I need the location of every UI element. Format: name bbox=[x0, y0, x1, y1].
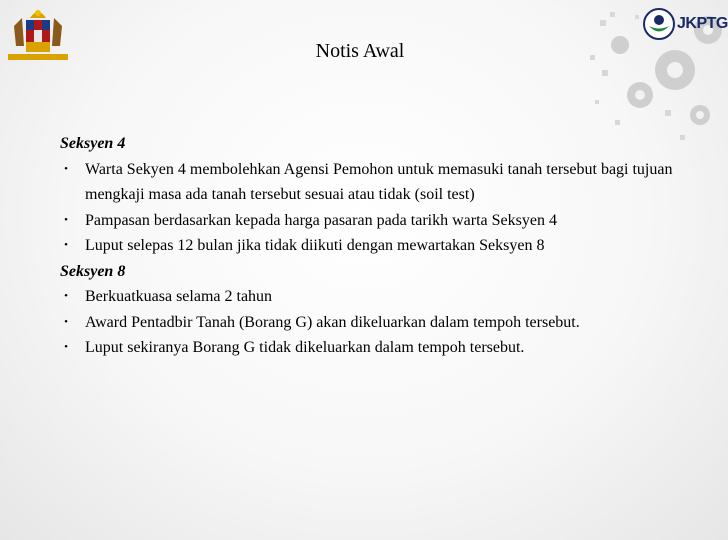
bullet-item bbox=[60, 233, 680, 259]
slide-body bbox=[60, 131, 680, 361]
bullet-item bbox=[60, 284, 680, 310]
bullet-item bbox=[60, 208, 680, 234]
bullet-dot-icon: • bbox=[64, 162, 68, 175]
bullet-text: Award Pentadbir Tanah (Borang G) akan dikeluarkan dalam tempoh tersebut. bbox=[85, 313, 580, 331]
jkptg-logo-text: JKPTG bbox=[677, 15, 728, 32]
bullet-text: Pampasan berdasarkan kepada harga pasaran pada tarikh warta Seksyen 4 bbox=[85, 211, 557, 229]
bullet-item bbox=[60, 335, 680, 361]
bullet-dot-icon: • bbox=[64, 315, 68, 328]
bullet-text: Luput sekiranya Borang G tidak dikeluarkan dalam tempoh tersebut. bbox=[85, 339, 525, 356]
bullet-dot-icon: • bbox=[64, 239, 68, 251]
bullet-dot-icon: • bbox=[64, 290, 68, 302]
bullet-text: Warta Sekyen 4 membolehkan Agensi Pemohon untuk memasuki tanah tersebut bagi tujuan mengkaji masa ada tanah tersebut sesuai atau tidak (soil test) bbox=[85, 160, 673, 203]
section-heading-seksyen-8: Seksyen 8 bbox=[60, 262, 126, 280]
bullet-text: Luput selepas 12 bulan jika tidak diikuti dengan mewartakan Seksyen 8 bbox=[85, 237, 545, 254]
bullet-item bbox=[60, 157, 680, 208]
bullet-dot-icon: • bbox=[64, 341, 68, 353]
page-title: Notis Awal bbox=[315, 40, 405, 62]
section-heading-seksyen-4: Seksyen 4 bbox=[60, 135, 126, 152]
bullet-dot-icon: • bbox=[64, 213, 68, 226]
bullet-text: Berkuatkuasa selama 2 tahun bbox=[85, 288, 273, 305]
jkptg-badge-icon bbox=[642, 7, 676, 41]
bullet-item bbox=[60, 310, 680, 336]
